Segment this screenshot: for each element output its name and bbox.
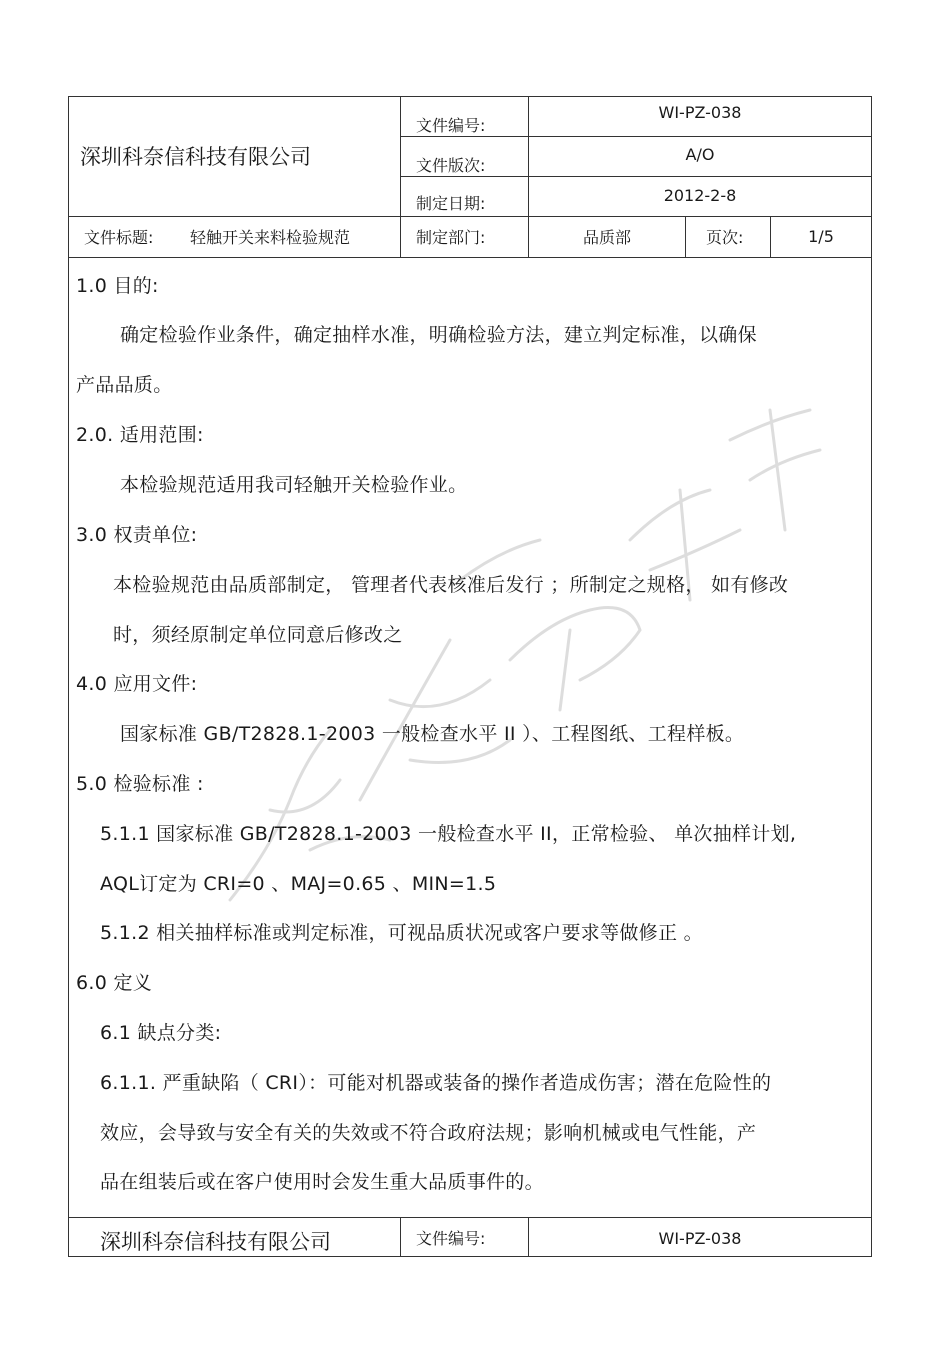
- table-divider: [400, 1217, 401, 1257]
- version-value: A/O: [685, 144, 715, 164]
- section-1-heading: 1.0 目的:: [76, 275, 159, 297]
- section-2-heading: 2.0. 适用范围:: [76, 424, 204, 446]
- table-divider: [685, 216, 686, 257]
- section-6-heading: 6.0 定义: [76, 972, 153, 994]
- section-6-1-heading: 6.1 缺点分类:: [100, 1022, 222, 1044]
- title-label: 文件标题:: [84, 227, 154, 247]
- section-5-1-text: AQL订定为 CRI=0 、MAJ=0.65 、MIN=1.5: [100, 873, 497, 895]
- section-1-text: 确定检验作业条件，确定抽样水准，明确检验方法，建立判定标准，以确保: [120, 324, 757, 346]
- section-2-text: 本检验规范适用我司轻触开关检验作业。: [120, 474, 468, 496]
- section-5-1-text: 5.1.1 国家标准 GB/T2828.1-2003 一般检查水平 II，正常检验、 单次抽样计划,: [100, 823, 797, 845]
- table-divider: [400, 96, 401, 257]
- section-6-1-1-text: 6.1.1. 严重缺陷（ CRI）：可能对机器或装备的操作者造成伤害；潜在危险性的: [100, 1072, 772, 1094]
- section-3-text: 时，须经原制定单位同意后修改之: [113, 624, 403, 646]
- section-1-text: 产品品质。: [76, 374, 173, 396]
- date-value: 2012-2-8: [663, 185, 737, 205]
- dept-value: 品质部: [582, 227, 631, 247]
- doc-no-value: WI-PZ-038: [658, 102, 742, 122]
- footer-doc-no-label: 文件编号:: [416, 1228, 486, 1248]
- title-value: 轻触开关来料检验规范: [190, 227, 351, 247]
- dept-label: 制定部门:: [416, 227, 486, 247]
- watermark-stamp: [210, 380, 830, 940]
- page-value: 1/5: [808, 226, 834, 246]
- section-3-heading: 3.0 权责单位:: [76, 524, 198, 546]
- doc-no-label: 文件编号:: [416, 116, 486, 135]
- version-label: 文件版次:: [416, 156, 486, 175]
- company-name: 深圳科奈信科技有限公司: [80, 145, 311, 169]
- section-3-text: 本检验规范由品质部制定， 管理者代表核准后发行 ；所制定之规格， 如有修改: [113, 574, 789, 596]
- section-6-1-1-text: 品在组装后或在客户使用时会发生重大品质事件的。: [100, 1171, 544, 1193]
- table-border-left: [68, 96, 69, 1257]
- date-label: 制定日期:: [416, 194, 486, 213]
- page-label: 页次:: [706, 227, 744, 247]
- table-border-right: [871, 96, 872, 1257]
- section-4-text: 国家标准 GB/T2828.1-2003 一般检查水平 II ）、工程图纸、工程样板。: [120, 723, 745, 745]
- section-6-1-1-text: 效应，会导致与安全有关的失效或不符合政府法规；影响机械或电气性能，产: [100, 1122, 757, 1144]
- table-divider: [68, 257, 872, 258]
- section-5-2-text: 5.1.2 相关抽样标准或判定标准，可视品质状况或客户要求等做修正 。: [100, 922, 703, 944]
- footer-doc-no-value: WI-PZ-038: [658, 1228, 742, 1248]
- footer-company-name: 深圳科奈信科技有限公司: [100, 1230, 331, 1254]
- section-5-heading: 5.0 检验标准 :: [76, 773, 204, 795]
- section-4-heading: 4.0 应用文件:: [76, 673, 198, 695]
